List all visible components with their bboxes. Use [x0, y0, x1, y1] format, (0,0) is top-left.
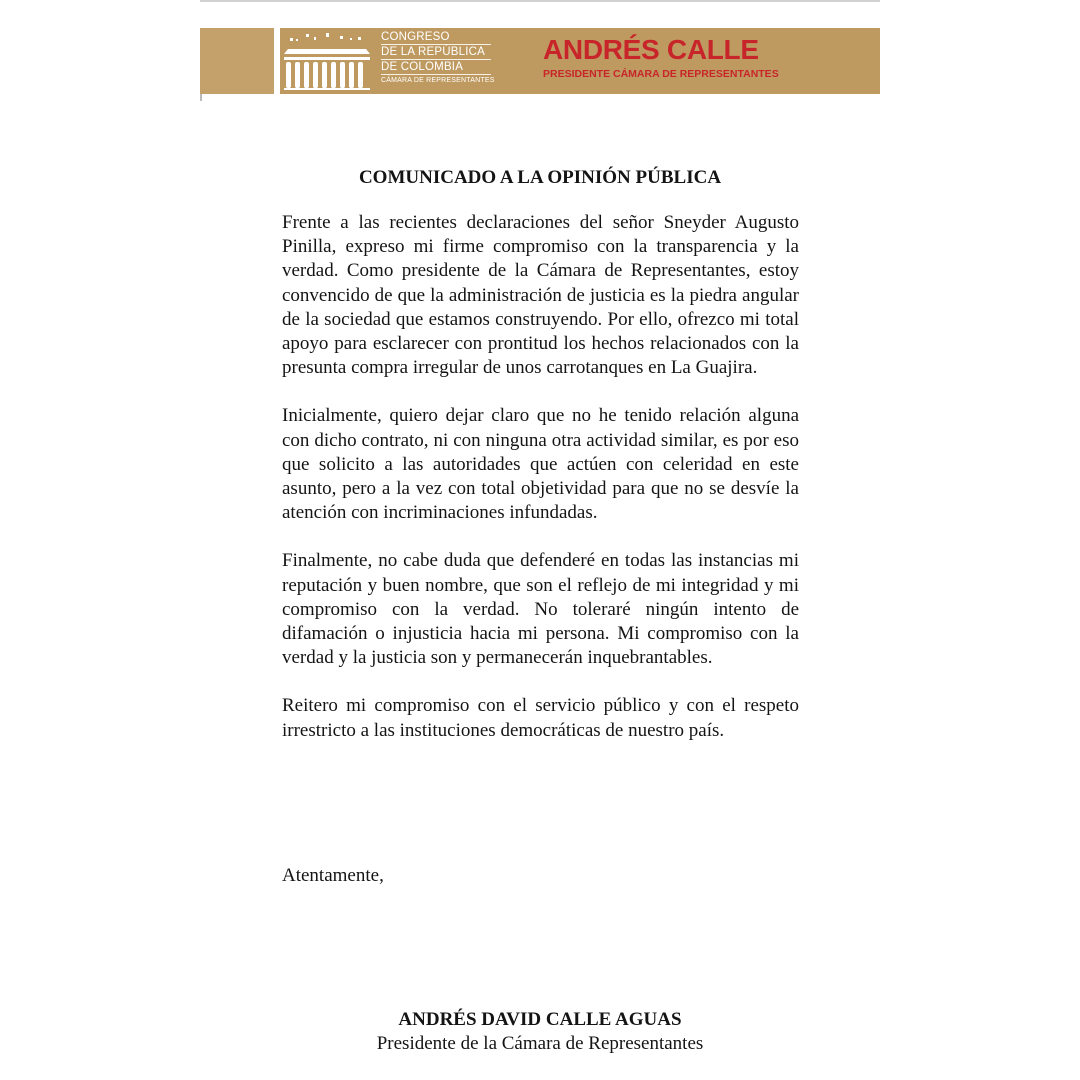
closing-salutation: Atentamente,	[282, 865, 384, 886]
document-title: COMUNICADO A LA OPINIÓN PÚBLICA	[358, 167, 722, 188]
paragraph-2: Inicialmente, quiero dejar claro que no he tenido relación alguna con dicho contrato, ni con ninguna otra actividad similar, es por eso que solicito a las autoridades que actúen con celeridad en este asunto, pero a la vez con total objetividad para que no se desvíe la atención con incriminaciones infundadas.	[282, 405, 799, 524]
brand-name: ANDRÉS CALLE	[543, 34, 759, 65]
letterhead-banner	[200, 28, 880, 94]
paragraph-1: Frente a las recientes declaraciones del señor Sneyder Augusto Pinilla, expreso mi firme compromiso con la transparencia y la verdad. Como presidente de la Cámara de Representantes, estoy convencido de que la administración de justicia es la piedra angular de la sociedad que estamos construyendo. Por ello, ofrezco mi total apoyo para esclarecer con prontitud los hechos relacionados con la presunta compra irregular de unos carrotanques en La Guajira.	[282, 212, 799, 379]
congress-line-1: CONGRESO	[381, 31, 491, 45]
paragraph-4: Reitero mi compromiso con el servicio público y con el respeto irrestricto a las instituciones democráticas de nuestro país.	[282, 695, 799, 741]
signatory-role: Presidente de la Cámara de Representantes	[376, 1033, 704, 1054]
paragraph-3: Finalmente, no cabe duda que defenderé en todas las instancias mi reputación y buen nombre, que son el reflejo de mi integridad y mi compromiso con la verdad. No toleraré ningún intento de difamación o injusticia hacia mi persona. Mi compromiso con la verdad y la justicia son y permanecerán inquebrantables.	[282, 550, 799, 669]
margin-tick	[200, 94, 202, 101]
signatory-name: ANDRÉS DAVID CALLE AGUAS	[398, 1009, 682, 1030]
congress-chamber-label: CÁMARA DE REPRESENTANTES	[381, 77, 495, 84]
document-body	[282, 211, 799, 767]
top-divider	[200, 0, 880, 2]
congress-wordmark	[381, 31, 495, 85]
brand-subtitle: PRESIDENTE CÁMARA DE REPRESENTANTES	[543, 68, 779, 80]
capitol-building-icon	[280, 30, 375, 92]
signature-block	[0, 1008, 1080, 1056]
banner-left-block	[200, 28, 274, 94]
congress-line-2: DE LA REPÚBLICA	[381, 46, 491, 60]
brand-logo	[543, 34, 779, 80]
congress-line-3: DE COLOMBIA	[381, 61, 491, 75]
